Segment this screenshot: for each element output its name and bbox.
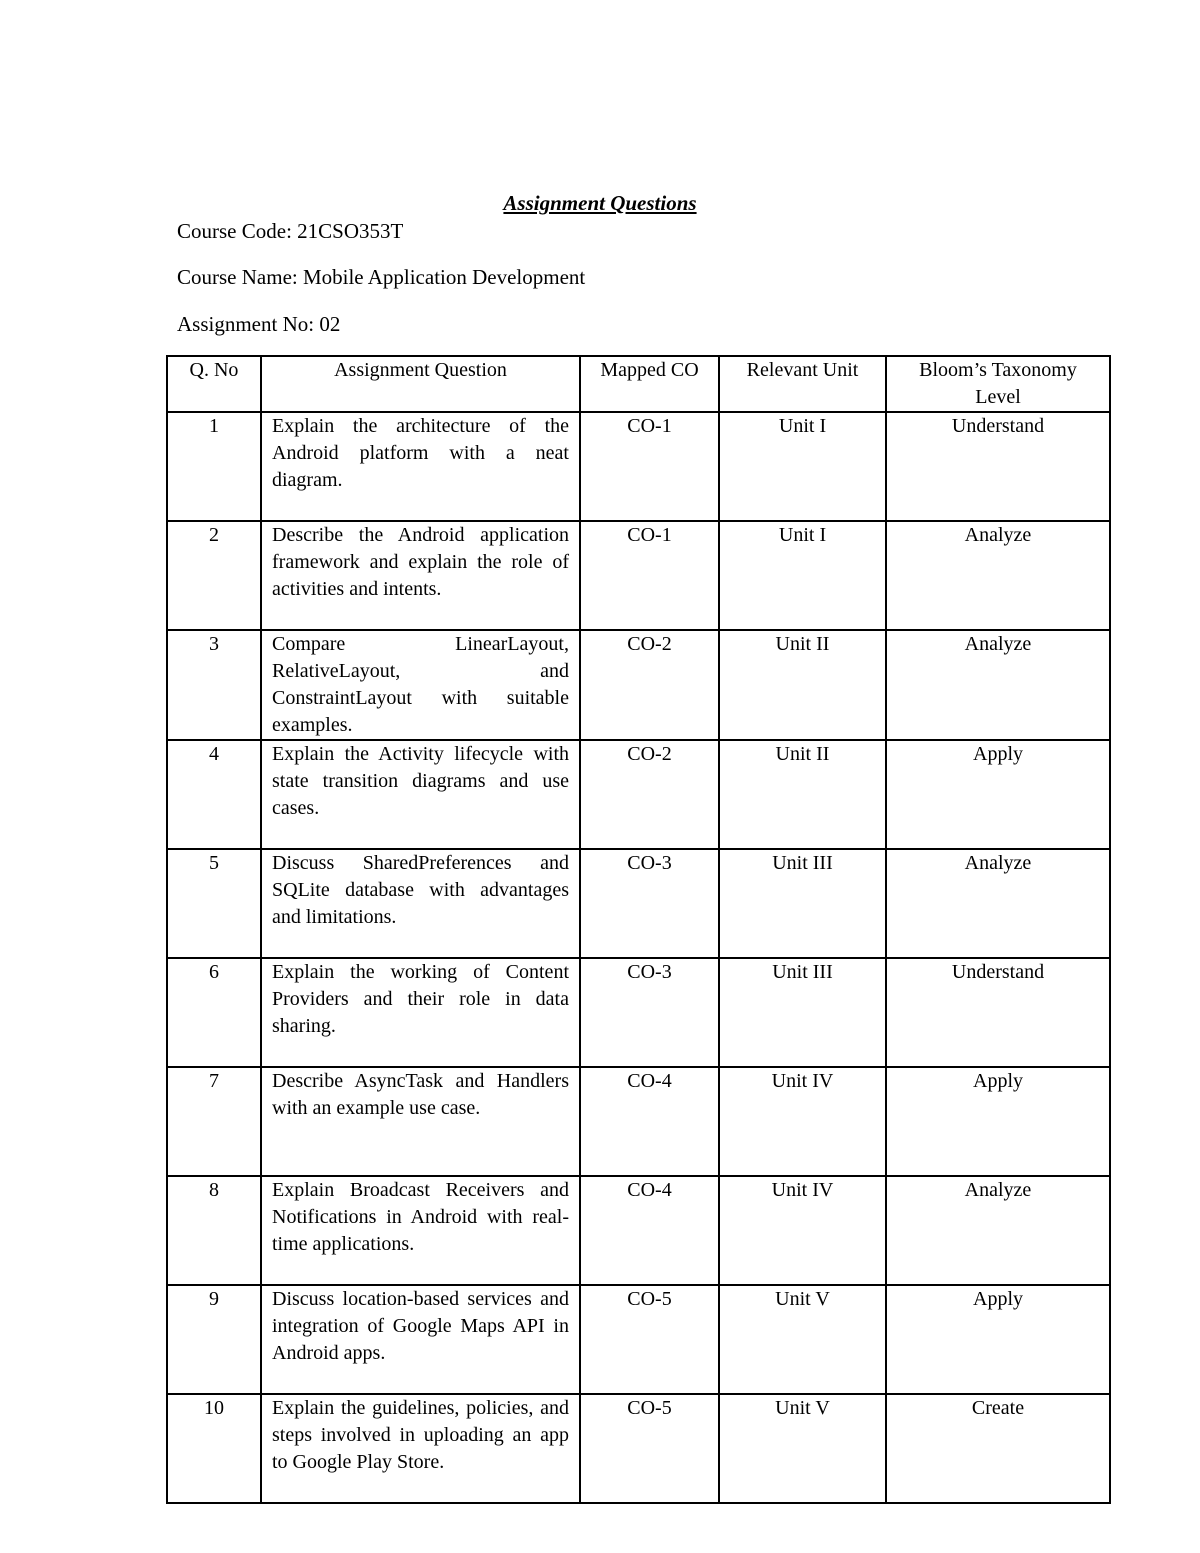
level-cell: Analyze <box>886 630 1110 740</box>
qno-cell: 4 <box>167 740 261 849</box>
column-header-mapped-co: Mapped CO <box>580 356 719 412</box>
question-cell: Explain the architecture of the Android platform with a neat diagram. <box>261 412 580 521</box>
table-row <box>167 630 1110 740</box>
unit-cell: Unit II <box>719 740 886 849</box>
qno-cell: 6 <box>167 958 261 1067</box>
co-cell: CO-1 <box>580 412 719 521</box>
question-cell: Explain the guidelines, policies, and steps involved in uploading an app to Google Play Store. <box>261 1394 580 1503</box>
question-cell: Discuss SharedPreferences and SQLite database with advantages and limitations. <box>261 849 580 958</box>
table-row <box>167 521 1110 630</box>
qno-cell: 1 <box>167 412 261 521</box>
qno-cell: 8 <box>167 1176 261 1285</box>
qno-cell: 7 <box>167 1067 261 1176</box>
co-cell: CO-4 <box>580 1176 719 1285</box>
level-cell: Apply <box>886 740 1110 849</box>
question-cell: Explain the working of Content Providers and their role in data sharing. <box>261 958 580 1067</box>
level-cell: Create <box>886 1394 1110 1503</box>
unit-cell: Unit I <box>719 412 886 521</box>
unit-cell: Unit IV <box>719 1067 886 1176</box>
co-cell: CO-3 <box>580 849 719 958</box>
column-header-blooms-level: Bloom’s Taxonomy Level <box>886 356 1110 412</box>
level-cell: Understand <box>886 412 1110 521</box>
table-row <box>167 849 1110 958</box>
assignment-number: Assignment No: 02 <box>177 312 341 336</box>
table-header-row <box>167 356 1110 412</box>
unit-cell: Unit IV <box>719 1176 886 1285</box>
page-title: Assignment Questions <box>503 191 697 215</box>
qno-cell: 10 <box>167 1394 261 1503</box>
question-cell: Compare LinearLayout, RelativeLayout, and ConstraintLayout with suitable examples. <box>261 630 580 740</box>
column-header-qno: Q. No <box>167 356 261 412</box>
level-cell: Analyze <box>886 521 1110 630</box>
question-cell: Explain the Activity lifecycle with state transition diagrams and use cases. <box>261 740 580 849</box>
co-cell: CO-2 <box>580 740 719 849</box>
course-code: Course Code: 21CSO353T <box>177 219 404 243</box>
table-row <box>167 1285 1110 1394</box>
unit-cell: Unit III <box>719 958 886 1067</box>
column-header-question: Assignment Question <box>261 356 580 412</box>
table-row <box>167 740 1110 849</box>
level-cell: Apply <box>886 1285 1110 1394</box>
co-cell: CO-5 <box>580 1285 719 1394</box>
unit-cell: Unit III <box>719 849 886 958</box>
qno-cell: 9 <box>167 1285 261 1394</box>
co-cell: CO-1 <box>580 521 719 630</box>
qno-cell: 5 <box>167 849 261 958</box>
table-row <box>167 1067 1110 1176</box>
unit-cell: Unit V <box>719 1394 886 1503</box>
qno-cell: 3 <box>167 630 261 740</box>
co-cell: CO-5 <box>580 1394 719 1503</box>
qno-cell: 2 <box>167 521 261 630</box>
level-cell: Analyze <box>886 849 1110 958</box>
assignment-table <box>166 355 1111 1504</box>
question-cell: Describe AsyncTask and Handlers with an example use case. <box>261 1067 580 1176</box>
question-cell: Describe the Android application framework and explain the role of activities and intents. <box>261 521 580 630</box>
question-cell: Explain Broadcast Receivers and Notifications in Android with real-time applications. <box>261 1176 580 1285</box>
co-cell: CO-4 <box>580 1067 719 1176</box>
unit-cell: Unit V <box>719 1285 886 1394</box>
co-cell: CO-2 <box>580 630 719 740</box>
unit-cell: Unit I <box>719 521 886 630</box>
table-row <box>167 412 1110 521</box>
course-name: Course Name: Mobile Application Development <box>177 265 586 289</box>
co-cell: CO-3 <box>580 958 719 1067</box>
table-row <box>167 1394 1110 1503</box>
table-row <box>167 1176 1110 1285</box>
column-header-relevant-unit: Relevant Unit <box>719 356 886 412</box>
table-row <box>167 958 1110 1067</box>
level-cell: Apply <box>886 1067 1110 1176</box>
unit-cell: Unit II <box>719 630 886 740</box>
level-cell: Understand <box>886 958 1110 1067</box>
level-cell: Analyze <box>886 1176 1110 1285</box>
question-cell: Discuss location-based services and integration of Google Maps API in Android apps. <box>261 1285 580 1394</box>
